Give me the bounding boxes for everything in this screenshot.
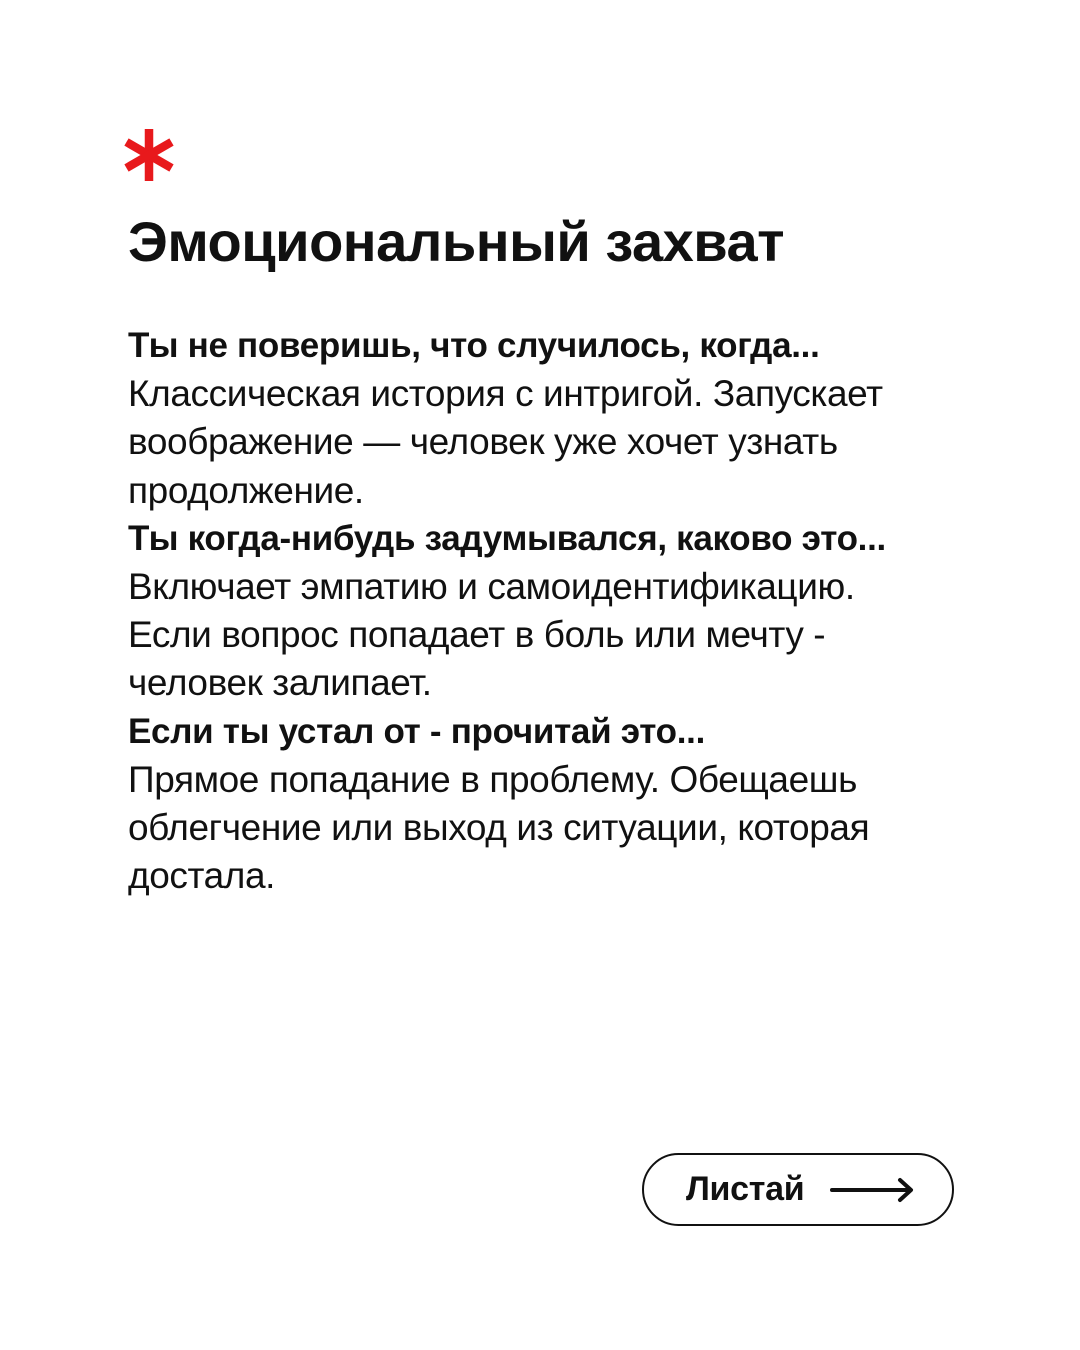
- block-heading: Ты когда-нибудь задумывался, каково это...: [128, 518, 886, 558]
- block-body: Включает эмпатию и самоидентификацию. Если вопрос попадает в боль или мечту - человек залипает.: [128, 566, 855, 704]
- swipe-button[interactable]: [642, 1153, 954, 1226]
- block-body: Классическая история с интригой. Запускает воображение — человек уже хочет узнать продолжение.: [128, 373, 883, 511]
- page-title: Эмоциональный захват: [128, 210, 785, 273]
- content-block: [128, 515, 928, 708]
- swipe-button-label: Листай: [686, 1170, 805, 1208]
- block-heading: Если ты устал от - прочитай это...: [128, 711, 706, 751]
- block-body: Прямое попадание в проблему. Обещаешь облегчение или выход из ситуации, которая достала.: [128, 758, 870, 897]
- arrow-right-icon: [830, 1176, 916, 1204]
- content-block: [128, 708, 928, 901]
- asterisk-icon: [120, 126, 178, 184]
- content-list: [128, 322, 928, 900]
- block-heading: Ты не поверишь, что случилось, когда...: [128, 326, 820, 365]
- content-block: [128, 322, 928, 515]
